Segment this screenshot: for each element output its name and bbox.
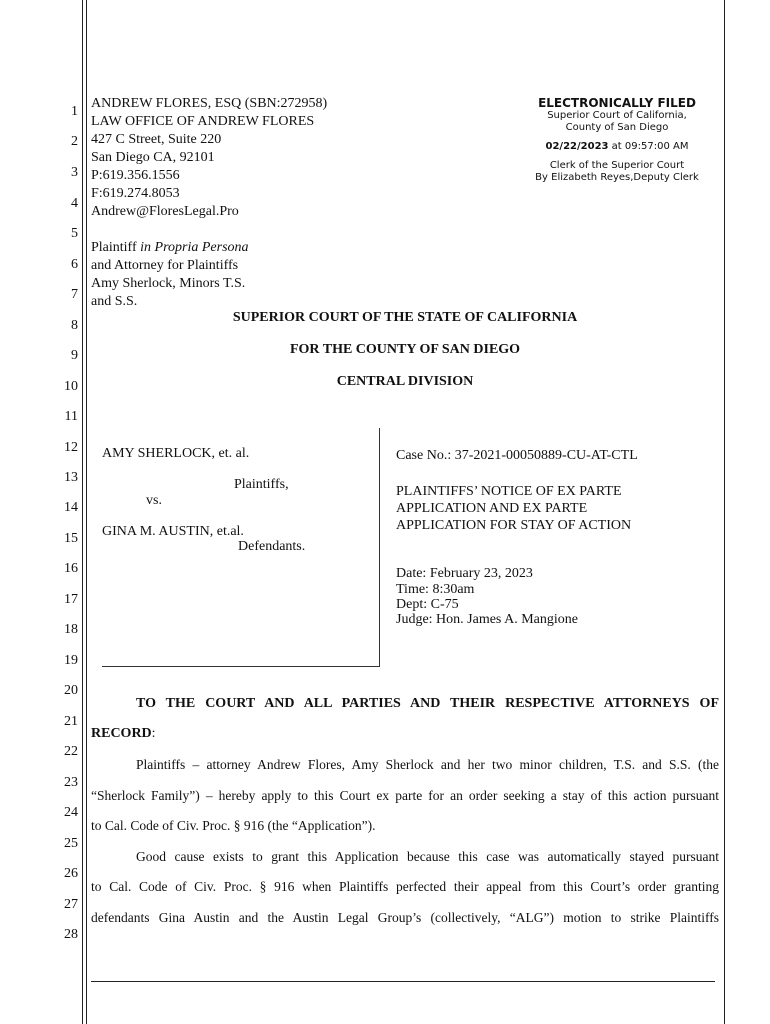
line-number: 3 bbox=[71, 165, 78, 180]
efile-time: at 09:57:00 AM bbox=[611, 141, 689, 152]
address-colon: : bbox=[151, 726, 156, 741]
attorney-for: and Attorney for Plaintiffs bbox=[91, 258, 239, 273]
line-number: 10 bbox=[64, 379, 78, 394]
efile-title: ELECTRONICALLY FILED bbox=[538, 96, 696, 110]
court-division: CENTRAL DIVISION bbox=[336, 374, 474, 389]
efile-court-line1: Superior Court of California, bbox=[547, 110, 687, 121]
clients-line2: and S.S. bbox=[91, 294, 138, 309]
line-number: 26 bbox=[64, 866, 78, 881]
para1-line1: Plaintiffs – attorney Andrew Flores, Amy Sherlock and her two minor children, T.S. and S.S. (the bbox=[136, 757, 719, 772]
plaintiff-role: Plaintiffs, bbox=[234, 477, 289, 492]
left-margin-rule-inner bbox=[86, 0, 87, 1024]
hearing-time: Time: 8:30am bbox=[396, 582, 475, 597]
line-number: 27 bbox=[64, 897, 78, 912]
address-line2 bbox=[91, 726, 156, 742]
phone: P:619.356.1556 bbox=[91, 168, 180, 183]
case-number: Case No.: 37-2021-00050889-CU-AT-CTL bbox=[396, 448, 638, 463]
city-address: San Diego CA, 92101 bbox=[91, 150, 215, 165]
line-number: 13 bbox=[64, 470, 78, 485]
footer-rule bbox=[91, 981, 715, 982]
line-number: 28 bbox=[64, 927, 78, 942]
line-number: 25 bbox=[64, 836, 78, 851]
party-designation-text bbox=[91, 240, 249, 255]
efile-stamp bbox=[506, 96, 728, 184]
line-number: 5 bbox=[71, 226, 78, 241]
line-number: 8 bbox=[71, 318, 78, 333]
line-number: 14 bbox=[64, 500, 78, 515]
line-number: 4 bbox=[71, 196, 78, 211]
line-number: 11 bbox=[64, 409, 78, 424]
line-number: 23 bbox=[64, 775, 78, 790]
document-title-line3: APPLICATION FOR STAY OF ACTION bbox=[396, 518, 632, 533]
address-line1: TO THE COURT AND ALL PARTIES AND THEIR RESPECTIVE ATTORNEYS OF bbox=[136, 696, 719, 711]
party-designation-role: Plaintiff bbox=[91, 240, 141, 255]
para2-line2: to Cal. Code of Civ. Proc. § 916 when Plaintiffs perfected their appeal from this Court’s order granting bbox=[91, 879, 719, 894]
line-number: 9 bbox=[71, 348, 78, 363]
line-number: 12 bbox=[64, 440, 78, 455]
efile-datetime bbox=[506, 141, 728, 153]
document-title-line2: APPLICATION AND EX PARTE bbox=[396, 501, 588, 516]
court-county: FOR THE COUNTY OF SAN DIEGO bbox=[289, 342, 521, 357]
line-number: 17 bbox=[64, 592, 78, 607]
line-number: 18 bbox=[64, 622, 78, 637]
para2-line1: Good cause exists to grant this Application because this case was automatically stayed pursuant bbox=[136, 849, 719, 864]
defendant-name: GINA M. AUSTIN, et.al. bbox=[102, 524, 244, 539]
caption-divider-vertical bbox=[379, 428, 380, 666]
plaintiff-name: AMY SHERLOCK, et. al. bbox=[102, 446, 250, 461]
hearing-date: Date: February 23, 2023 bbox=[396, 566, 533, 581]
line-number: 20 bbox=[64, 683, 78, 698]
email: Andrew@FloresLegal.Pro bbox=[91, 204, 239, 219]
defendant-role: Defendants. bbox=[238, 539, 306, 554]
party-designation bbox=[91, 239, 249, 257]
line-number: 24 bbox=[64, 805, 78, 820]
fax: F:619.274.8053 bbox=[91, 186, 180, 201]
versus: vs. bbox=[146, 493, 162, 508]
para1-line2: “Sherlock Family”) – hereby apply to this Court ex parte for an order seeking a stay of this action pursuant bbox=[91, 788, 719, 803]
line-number: 1 bbox=[71, 104, 78, 119]
hearing-dept: Dept: C-75 bbox=[396, 597, 459, 612]
left-margin-rule-outer bbox=[82, 0, 83, 1024]
efile-clerk-line1: Clerk of the Superior Court bbox=[549, 160, 685, 171]
clients-line1: Amy Sherlock, Minors T.S. bbox=[91, 276, 246, 291]
efile-clerk-line2: By Elizabeth Reyes,Deputy Clerk bbox=[535, 172, 699, 183]
street-address: 427 C Street, Suite 220 bbox=[91, 132, 222, 147]
hearing-judge: Judge: Hon. James A. Mangione bbox=[396, 612, 578, 627]
para2-line3: defendants Gina Austin and the Austin Legal Group’s (collectively, “ALG”) motion to strike Plaintiffs bbox=[91, 910, 719, 925]
line-number: 7 bbox=[71, 287, 78, 302]
address-record: RECORD bbox=[91, 726, 152, 741]
efile-court-line2: County of San Diego bbox=[565, 122, 669, 133]
line-number: 19 bbox=[64, 653, 78, 668]
line-number: 22 bbox=[64, 744, 78, 759]
law-office: LAW OFFICE OF ANDREW FLORES bbox=[91, 114, 315, 129]
line-number: 16 bbox=[64, 561, 78, 576]
line-number: 21 bbox=[64, 714, 78, 729]
court-name: SUPERIOR COURT OF THE STATE OF CALIFORNIA bbox=[232, 310, 578, 325]
line-number: 15 bbox=[64, 531, 78, 546]
line-number: 2 bbox=[71, 134, 78, 149]
para1-line3: to Cal. Code of Civ. Proc. § 916 (the “Application”). bbox=[91, 818, 376, 833]
efile-date: 02/22/2023 bbox=[545, 141, 609, 152]
document-title-line1: PLAINTIFFS’ NOTICE OF EX PARTE bbox=[396, 484, 622, 499]
caption-divider-horizontal bbox=[102, 666, 380, 667]
line-number: 6 bbox=[71, 257, 78, 272]
party-designation-latin: in Propria Persona bbox=[140, 240, 249, 255]
attorney-name: ANDREW FLORES, ESQ (SBN:272958) bbox=[91, 96, 328, 111]
